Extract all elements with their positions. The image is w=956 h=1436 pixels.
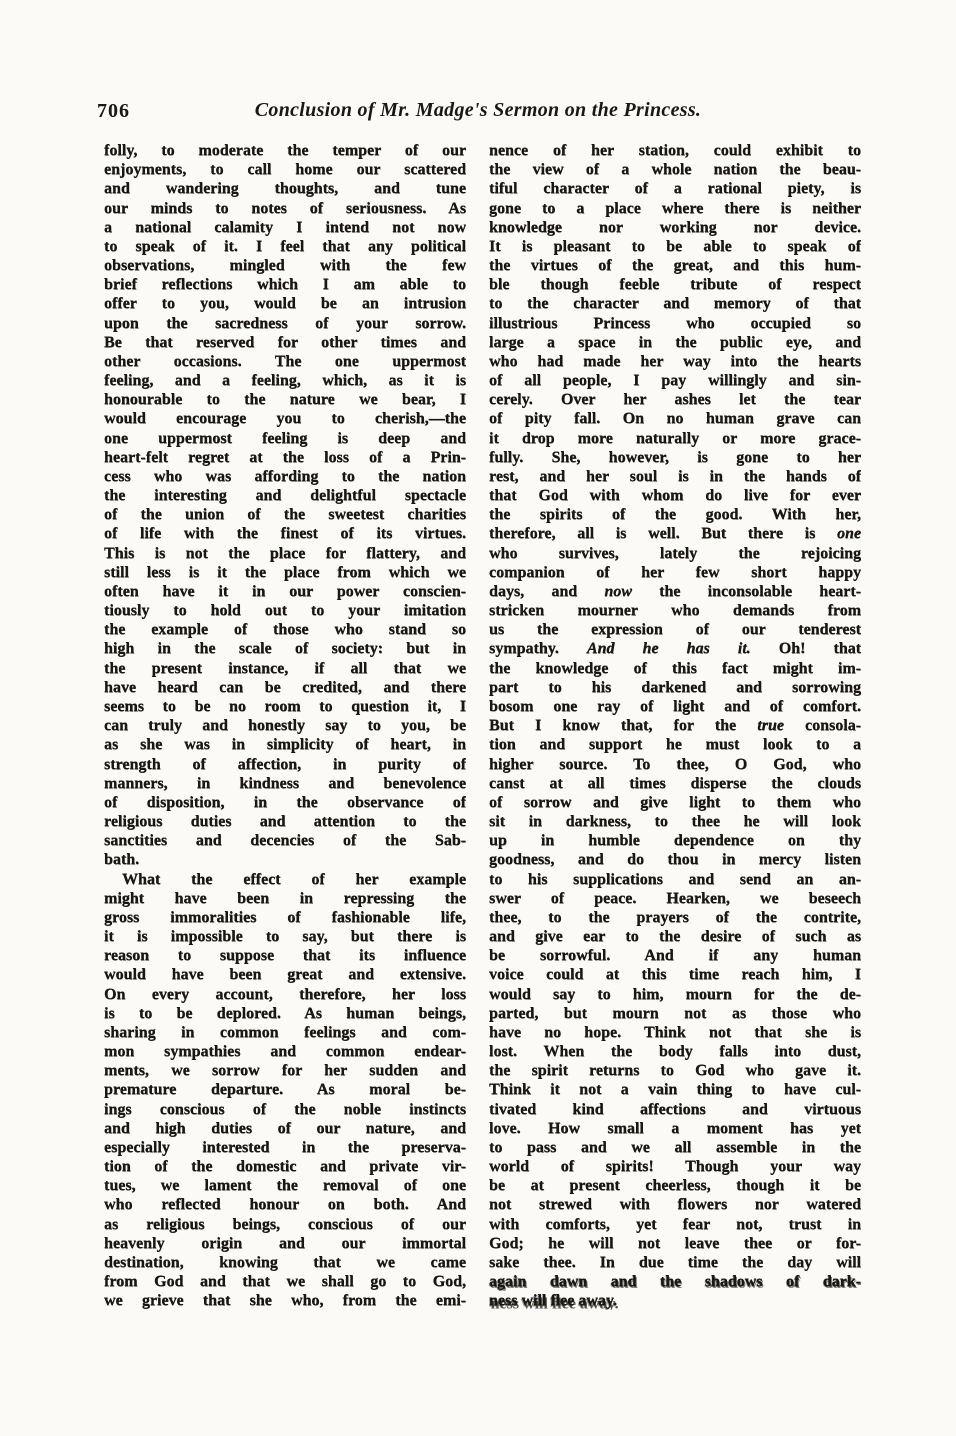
text-line: it is impossible to say, but there is	[104, 928, 466, 946]
text-line: might have been in repressing the	[104, 889, 466, 907]
text-line: be sorrowful. And if any human	[489, 947, 861, 965]
text-line: other occasions. The one uppermost	[104, 352, 466, 370]
text-line: sake thee. In due time the day will	[489, 1253, 861, 1271]
text-line: and wandering thoughts, and tune	[104, 180, 466, 198]
text-line: of sorrow and give light to them who	[489, 793, 861, 811]
text-line: as she was in simplicity of heart, in	[104, 736, 466, 754]
text-line: On every account, therefore, her loss	[104, 985, 466, 1003]
text-line: would have been great and extensive.	[104, 966, 466, 984]
text-line: the spirit returns to God who gave it.	[489, 1062, 861, 1080]
text-line: ments, we sorrow for her sudden and	[104, 1062, 466, 1080]
text-line: voice could at this time reach him, I	[489, 966, 861, 984]
text-line: high in the scale of society: but in	[104, 640, 466, 658]
text-line: illustrious Princess who occupied so	[489, 314, 861, 332]
text-line: have heard can be credited, and there	[104, 678, 466, 696]
text-line: gone to a place where there is neither	[489, 199, 861, 217]
text-line: It is pleasant to be able to speak of	[489, 237, 861, 255]
text-line: especially interested in the preserva-	[104, 1138, 466, 1156]
text-line: tion and support he must look to a	[489, 736, 861, 754]
text-line: as religious beings, conscious of our	[104, 1215, 466, 1233]
text-line: honourable to the nature we bear, I	[104, 391, 466, 409]
text-line: observations, mingled with the few	[104, 257, 466, 275]
text-line: ings conscious of the noble instincts	[104, 1100, 466, 1118]
text-line: with comforts, yet fear not, trust in	[489, 1215, 861, 1233]
text-line: Think it not a vain thing to have cul-	[489, 1081, 861, 1099]
text-line: and high duties of our nature, and	[104, 1119, 466, 1137]
text-line: who had made her way into the hearts	[489, 352, 861, 370]
text-line: mon sympathies and common endear-	[104, 1043, 466, 1061]
text-line: But I know that, for the true consola-	[489, 717, 861, 735]
text-line: sympathy. And he has it. Oh! that	[489, 640, 861, 658]
page-title: Conclusion of Mr. Madge's Sermon on the Princess.	[254, 99, 702, 121]
text-line: to speak of it. I feel that any political	[104, 237, 466, 255]
text-line: thee, to the prayers of the contrite,	[489, 908, 861, 926]
text-line: reason to suppose that its influence	[104, 947, 466, 965]
text-line: knowledge nor working nor device.	[489, 218, 861, 236]
text-line: lost. When the body falls into dust,	[489, 1043, 861, 1061]
text-line: therefore, all is well. But there is one	[489, 525, 861, 543]
text-line: This is not the place for flattery, and	[104, 544, 466, 562]
text-line: it drop more naturally or more grace-	[489, 429, 861, 447]
text-line: again dawn and the shadows of dark-	[489, 1273, 861, 1291]
text-line: manners, in kindness and benevolence	[104, 774, 466, 792]
text-line: we grieve that she who, from the emi-	[104, 1292, 466, 1310]
text-line: who reflected honour on both. And	[104, 1196, 466, 1214]
text-line: tiously to hold out to your imitation	[104, 602, 466, 620]
text-line: swer of peace. Hearken, we beseech	[489, 889, 861, 907]
text-line: feeling, and a feeling, which, as it is	[104, 372, 466, 390]
text-line: the example of those who stand so	[104, 621, 466, 639]
text-line: us the expression of our tenderest	[489, 621, 861, 639]
text-line: sit in darkness, to thee he will look	[489, 813, 861, 831]
text-line: parted, but mourn not as those who	[489, 1004, 861, 1022]
text-line: ble though feeble tribute of respect	[489, 276, 861, 294]
text-line: tues, we lament the removal of one	[104, 1177, 466, 1195]
text-line: from God and that we shall go to God,	[104, 1273, 466, 1291]
text-line: the view of a whole nation the beau-	[489, 161, 861, 179]
text-line: enjoyments, to call home our scattered	[104, 161, 466, 179]
text-line: fully. She, however, is gone to her	[489, 448, 861, 466]
text-line: sanctities and decencies of the Sab-	[104, 832, 466, 850]
text-line: not strewed with flowers nor watered	[489, 1196, 861, 1214]
text-line: to pass and we all assemble in the	[489, 1138, 861, 1156]
text-line: goodness, and do thou in mercy listen	[489, 851, 861, 869]
text-line: world of spirits! Though your way	[489, 1158, 861, 1176]
text-line: bath.	[104, 851, 140, 869]
text-line: rest, and her soul is in the hands of	[489, 467, 861, 485]
text-line: one uppermost feeling is deep and	[104, 429, 466, 447]
text-line: destination, knowing that we came	[104, 1253, 466, 1271]
text-line: cess who was affording to the nation	[104, 467, 466, 485]
text-line: who survives, lately the rejoicing	[489, 544, 861, 562]
text-line: folly, to moderate the temper of our	[104, 142, 466, 159]
text-line: tion of the domestic and private vir-	[104, 1158, 466, 1176]
text-line: a national calamity I intend not now	[104, 218, 466, 236]
text-line: cerely. Over her ashes let the tear	[489, 391, 861, 409]
text-line: that God with whom do live for ever	[489, 487, 861, 505]
page-number: 706	[97, 100, 130, 122]
text-line: love. How small a moment has yet	[489, 1119, 861, 1137]
text-line: stricken mourner who demands from	[489, 602, 861, 620]
text-line: What the effect of her example	[122, 870, 466, 888]
text-line: bosom one ray of light and of comfort.	[489, 697, 861, 715]
text-line: brief reflections which I am able to	[104, 276, 466, 294]
text-line: often have it in our power conscien-	[104, 582, 466, 600]
text-line: of the union of the sweetest charities	[104, 506, 466, 524]
text-line: the present instance, if all that we	[104, 659, 466, 677]
text-line: ness will flee away.	[489, 1292, 617, 1310]
text-line: premature departure. As moral be-	[104, 1081, 466, 1099]
text-line: our minds to notes of seriousness. As	[104, 199, 466, 217]
text-line: the knowledge of this fact might im-	[489, 659, 861, 677]
text-line: gross immoralities of fashionable life,	[104, 908, 466, 926]
text-line: sharing in common feelings and com-	[104, 1023, 466, 1041]
text-line: higher source. To thee, O God, who	[489, 755, 861, 773]
text-line: days, and now the inconsolable heart-	[489, 582, 861, 600]
text-line: God; he will not leave thee or for-	[489, 1234, 861, 1252]
text-line: the interesting and delightful spectacle	[104, 487, 466, 505]
text-line: to the character and memory of that	[489, 295, 861, 313]
text-line: Be that reserved for other times and	[104, 333, 466, 351]
text-line: still less is it the place from which we	[104, 563, 466, 581]
text-line: can truly and honestly say to you, be	[104, 717, 466, 735]
text-line: be at present cheerless, though it be	[489, 1177, 861, 1195]
text-line: of disposition, in the observance of	[104, 793, 466, 811]
left-column	[104, 141, 466, 1310]
text-line: nence of her station, could exhibit to	[489, 142, 861, 159]
text-line: of pity fall. On no human grave can	[489, 410, 861, 428]
text-line: part to his darkened and sorrowing	[489, 678, 861, 696]
text-line: would say to him, mourn for the de-	[489, 985, 861, 1003]
text-line: large a space in the public eye, and	[489, 333, 861, 351]
text-line: of life with the finest of its virtues.	[104, 525, 466, 543]
right-column	[489, 141, 861, 1310]
text-line: would encourage you to cherish,—the	[104, 410, 466, 428]
text-line: to his supplications and send an an-	[489, 870, 861, 888]
text-line: have no hope. Think not that she is	[489, 1023, 861, 1041]
text-line: up in humble dependence on thy	[489, 832, 861, 850]
text-line: religious duties and attention to the	[104, 813, 466, 831]
text-line: upon the sacredness of your sorrow.	[104, 314, 466, 332]
text-line: canst at all times disperse the clouds	[489, 774, 861, 792]
text-line: and give ear to the desire of such as	[489, 928, 861, 946]
text-line: heart-felt regret at the loss of a Prin-	[104, 448, 466, 466]
text-line: the virtues of the great, and this hum-	[489, 257, 861, 275]
text-line: seems to be no room to question it, I	[104, 697, 466, 715]
text-line: strength of affection, in purity of	[104, 755, 466, 773]
text-line: offer to you, would be an intrusion	[104, 295, 466, 313]
text-line: companion of her few short happy	[489, 563, 861, 581]
text-line: tiful character of a rational piety, is	[489, 180, 861, 198]
text-line: the spirits of the good. With her,	[489, 506, 861, 524]
text-line: heavenly origin and our immortal	[104, 1234, 466, 1252]
text-line: tivated kind affections and virtuous	[489, 1100, 861, 1118]
text-line: of all people, I pay willingly and sin-	[489, 372, 861, 390]
text-line: is to be deplored. As human beings,	[104, 1004, 466, 1022]
